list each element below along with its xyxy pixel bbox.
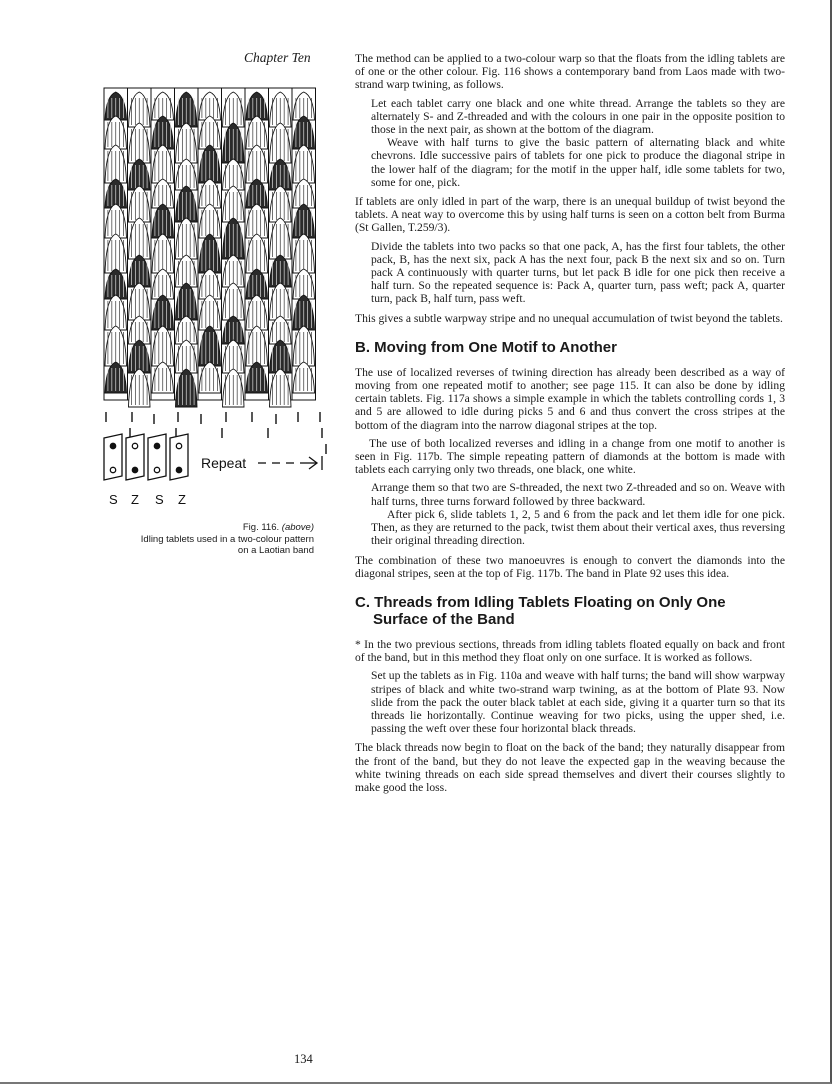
figure-116	[100, 82, 336, 512]
paragraph: * In the two previous sections, threads from idling tablets floated equally on back and front of the band, but in this method they float only on one surface. It is worked as follows.	[355, 637, 785, 665]
paragraph: This gives a subtle warpway stripe and no unequal accumulation of twist beyond the tablets.	[355, 311, 783, 325]
figure-caption	[140, 522, 314, 557]
section-heading-b: B. Moving from One Motif to Another	[355, 338, 617, 356]
instruction-text: Divide the tablets into two packs so that one pack, A, has the first four tablets, the other pack, B, has the next six, pack A has the next four, pack B the next six and so on. Turn pack A continuously with quarter turns, but let pack B idle for one pick then receive a half turn. So the repeated sequence is: Pack A, quarter turn, pass weft; pack A, quarter turn, pack B, half turn, pass weft.	[371, 239, 785, 306]
figure-116-diagram	[100, 82, 336, 512]
caption-text: Idling tablets used in a two-colour pattern on a Laotian band	[140, 533, 314, 556]
section-heading-c	[355, 594, 785, 628]
caption-fig-number: Fig. 116.	[242, 522, 280, 533]
paragraph: If tablets are only idled in part of the warp, there is an unequal buildup of twist beyond the tablets. A neat way to overcome this by using half turns is seen on a cotton belt from Burma (St Gallen, T.259/3).	[355, 195, 785, 235]
instruction-text: Weave with half turns to give the basic pattern of alternating black and white chevrons. Idle successive pairs of tablets for one pick to produce the diagonal stripe in the lower half of the diagram; for the motif in the upper half, idle some tablets for two, some for one, pick.	[371, 136, 785, 189]
band-column	[128, 88, 152, 407]
section-heading-c-line2: Surface of the Band	[373, 610, 515, 628]
threading-label: Z	[178, 492, 186, 507]
threading-label: S	[155, 492, 164, 507]
band-column	[151, 88, 175, 400]
tablet-diagrams	[104, 434, 188, 480]
instruction-block	[371, 240, 785, 306]
instruction-block	[371, 97, 785, 189]
band-column	[245, 88, 269, 400]
instruction-text: Let each tablet carry one black and one white thread. Arrange the tablets so they are alternately S- and Z-threaded and with the colours in one pair in the opposite position to those in the next pair, as shown at the bottom of the diagram.	[371, 96, 785, 137]
instruction-text: Arrange them so that two are S-threaded, the next two Z-threaded and so on. Weave with half turns, three turns forward followed by three backward.	[371, 481, 785, 508]
instruction-block	[371, 481, 785, 547]
caption-position: (above)	[281, 522, 314, 533]
band-column	[175, 88, 199, 407]
running-head: Chapter Ten	[244, 50, 311, 65]
section-heading-c-line1: C. Threads from Idling Tablets Floating on Only One	[355, 593, 726, 611]
band-column	[292, 88, 316, 400]
paragraph: The use of both localized reverses and idling in a change from one motif to another is seen in Fig. 117b. The simple repeating pattern of diamonds at the bottom is made with tablets each carrying only two threads, one black, one white.	[355, 436, 785, 477]
body-text	[355, 52, 785, 799]
paragraph: The combination of these two manoeuvres is enough to convert the diamonds into the diagonal stripes, seen at the top of Fig. 117b. The band in Plate 92 uses this idea.	[355, 553, 785, 580]
band-column	[222, 88, 246, 407]
band-columns	[104, 88, 316, 407]
instruction-text: After pick 6, slide tablets 1, 2, 5 and 6 from the pack and let them idle for one pick. Then, as they are returned to the pack, twist them about their vertical axes, thus reversing their original threading direction.	[371, 507, 786, 548]
repeat-label: Repeat	[201, 455, 247, 471]
band-column	[198, 88, 222, 400]
page-number: 134	[294, 1052, 313, 1066]
paragraph: The use of localized reverses of twining direction has already been described as a way of moving from one repeated motif to another; see page 115. It can also be done by idling certain tablets. Fig. 117a shows a simple example in which the tablets controlling cords 1, 3 and 5 are allowed to idle during picks 5 and 6 and thus convert the cross stripes at the bottom of the diagram into the narrow diagonal stripes at the top.	[355, 365, 785, 432]
threading-label: Z	[131, 492, 139, 507]
threading-labels	[109, 492, 186, 507]
paragraph: The black threads now begin to float on the back of the band; they naturally disappear from the front of the band, but they do not leave the expected gap in the weaving because the white twining threads on each side spread themselves and divert their courses slightly to make good the loss.	[355, 741, 785, 794]
threading-label: S	[109, 492, 118, 507]
band-column	[269, 88, 293, 407]
paragraph: The method can be applied to a two-colour warp so that the floats from the idling tablets are of one or the other colour. Fig. 116 shows a contemporary band from Laos made with two-strand warp twining, as follows.	[355, 52, 785, 92]
band-column	[104, 88, 128, 400]
instruction-text: Set up the tablets as in Fig. 110a and weave with half turns; the band will show warpway stripes of black and white two-strand warp twining, as at the bottom of Plate 93. Now slide from the pack the outer black tablet at each side, giving it a quarter turn so that its threads lie horizontally. Continue weaving for two picks, using the upper shed, i.e. passing the weft over these four horizontal black threads.	[371, 669, 785, 736]
instruction-block	[371, 669, 785, 735]
repeat-arrow	[258, 456, 322, 470]
